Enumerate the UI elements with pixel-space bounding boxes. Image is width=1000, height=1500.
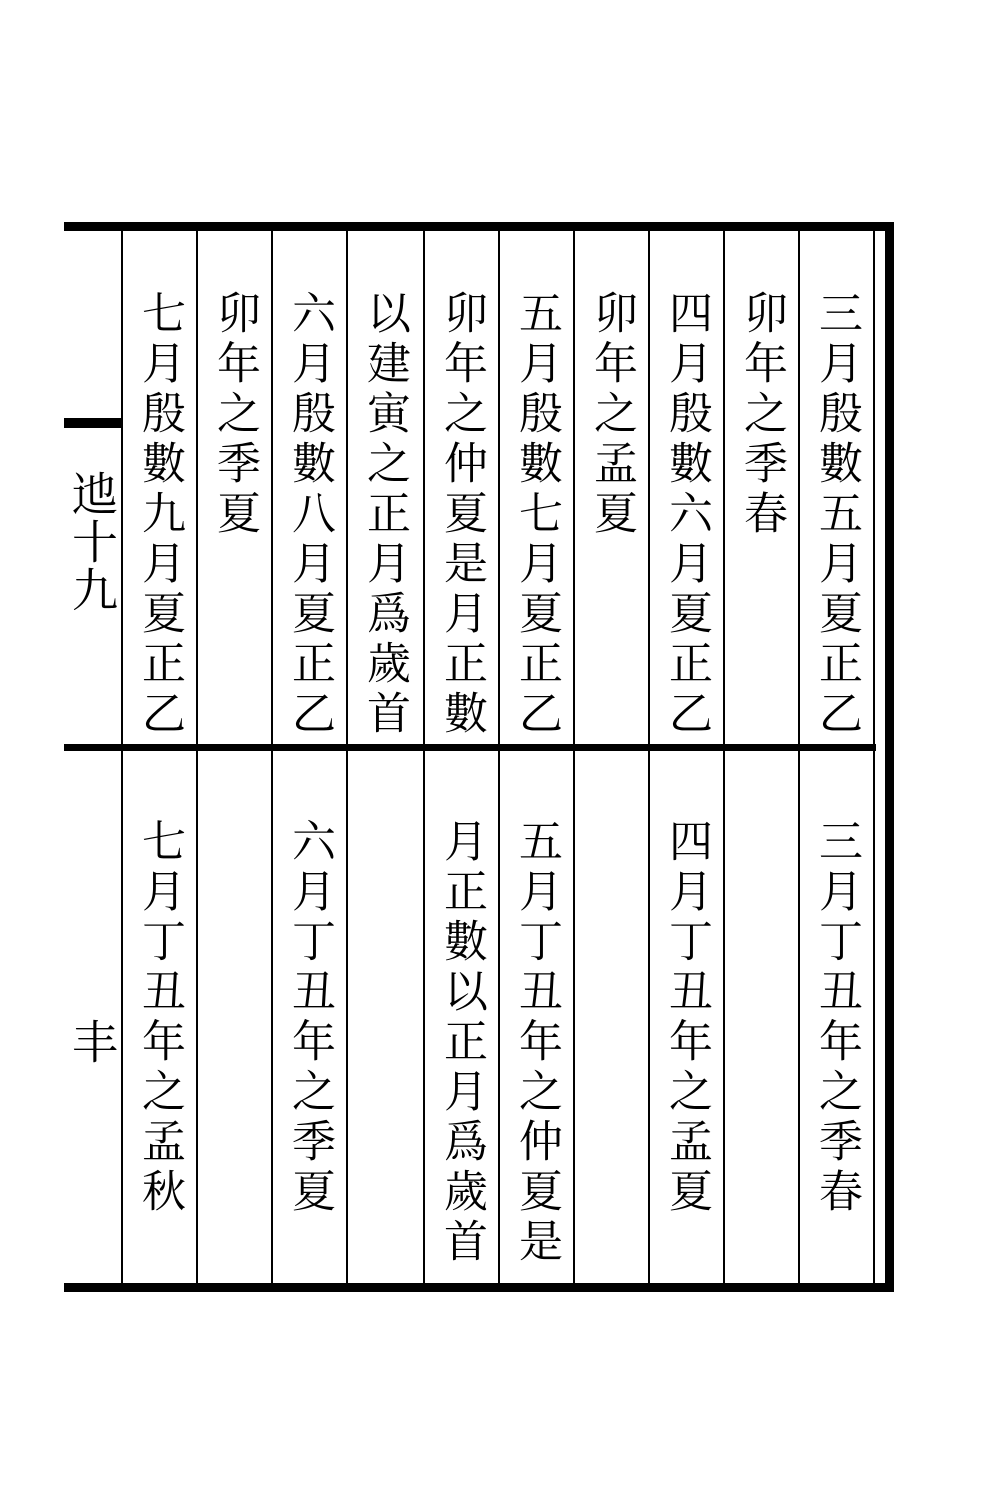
middle-divider-rule [64,744,876,751]
column-rule [196,231,198,1283]
lower-column-1: 三月丁丑年之季春 [811,818,862,1218]
upper-column-5: 五月殷數七月夏正乙 [511,290,562,740]
column-rule [573,231,575,1283]
lower-column-6: 月正數以正月爲歲首 [436,818,487,1268]
bottom-frame-rule [64,1283,894,1292]
upper-column-10: 七月殷數九月夏正乙 [134,290,185,740]
column-rule [346,231,348,1283]
lower-column-8: 六月丁丑年之季夏 [284,818,335,1218]
column-rule [271,231,273,1283]
column-rule [423,231,425,1283]
column-rule [798,231,800,1283]
upper-column-6: 卯年之仲夏是月正數 [436,290,487,740]
right-frame-rule-inner [873,231,875,1283]
lower-column-5: 五月丁丑年之仲夏是 [511,818,562,1268]
margin-title: 迆十九 [65,470,119,614]
fishtail-mark [64,418,121,428]
upper-column-3: 四月殷數六月夏正乙 [661,290,712,740]
upper-column-2: 卯年之季春 [736,290,787,540]
upper-column-9: 卯年之季夏 [209,290,260,540]
lower-column-3: 四月丁丑年之孟夏 [661,818,712,1218]
upper-column-8: 六月殷數八月夏正乙 [284,290,335,740]
upper-column-1: 三月殷數五月夏正乙 [811,290,862,740]
margin-separator-rule [121,231,123,1283]
column-rule [648,231,650,1283]
margin-page-number: 丰 [65,1018,119,1064]
upper-column-4: 卯年之孟夏 [586,290,637,540]
lower-column-10: 七月丁丑年之孟秋 [134,818,185,1218]
column-rule [498,231,500,1283]
right-frame-rule-outer [885,222,894,1292]
top-frame-rule [64,222,894,231]
column-rule [723,231,725,1283]
upper-column-7: 以建寅之正月爲歲首 [359,290,410,740]
